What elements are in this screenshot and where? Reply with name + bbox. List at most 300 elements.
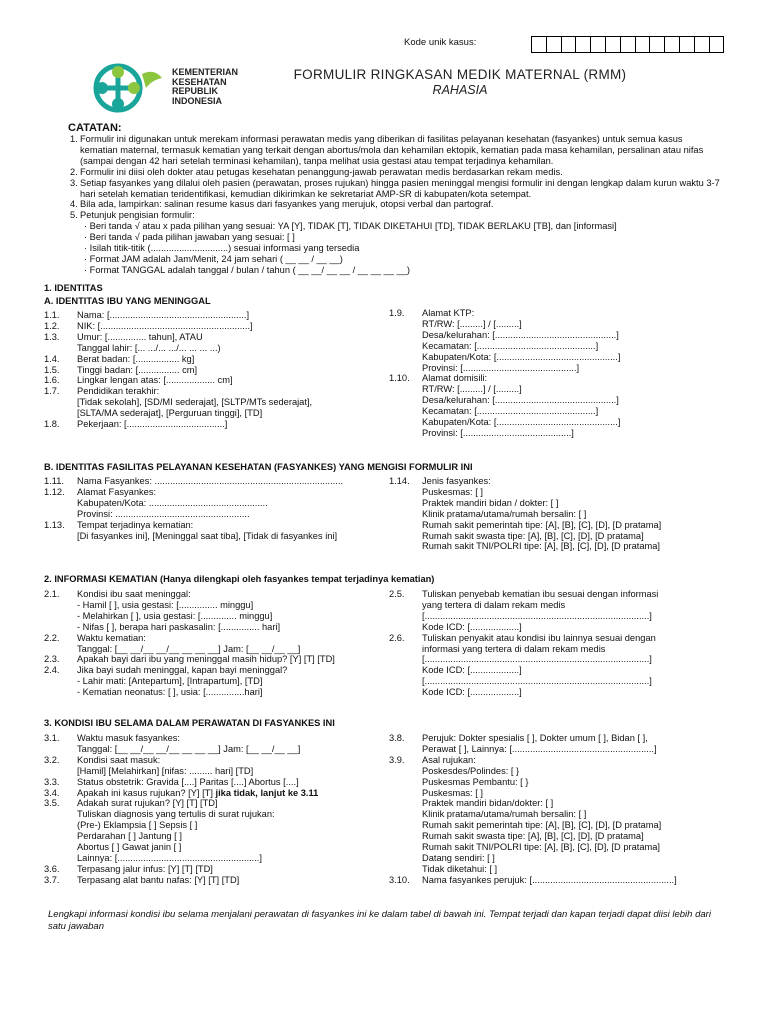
form-field-row — [44, 365, 384, 376]
note-item — [70, 210, 720, 221]
kode-unik-box[interactable] — [547, 36, 562, 53]
form-field-row — [389, 755, 734, 766]
field-text[interactable]: Kode ICD: [...................] — [422, 621, 522, 632]
form-field-row — [44, 809, 389, 820]
note-number: 1. — [70, 134, 78, 144]
field-number: 2.6. — [389, 632, 405, 643]
kode-unik-box[interactable] — [665, 36, 680, 53]
field-text[interactable]: Berat badan: [................. kg] — [77, 353, 195, 364]
note-text: Formulir ini diisi oleh dokter atau petugas kesehatan penanggung-jawab perawatan medis berdasarkan rekam medis. — [80, 166, 563, 177]
form-field-row — [389, 531, 729, 542]
field-text[interactable]: Puskesmas: [ ] — [422, 486, 483, 497]
kode-unik-box[interactable] — [710, 36, 725, 53]
field-text[interactable]: - Kematian neonatus: [ ], usia: [...............hari] — [77, 687, 263, 698]
field-number — [389, 622, 422, 633]
section-1-right — [389, 308, 729, 439]
section-2-heading: 2. INFORMASI KEMATIAN (Hanya dilengkapi oleh fasyankes tempat terjadinya kematian) — [44, 574, 435, 584]
field-number — [389, 842, 422, 853]
field-number — [389, 777, 422, 788]
form-field-row — [44, 777, 389, 788]
catatan-list — [70, 134, 720, 276]
field-text[interactable]: Rumah sakit TNI/POLRI tipe: [A], [B], [C], [D], [D pratama] — [422, 842, 661, 853]
field-number — [389, 864, 422, 875]
form-field-row — [44, 498, 389, 509]
field-number: 3.7. — [44, 874, 60, 885]
field-text[interactable]: Kondisi saat masuk: — [77, 754, 161, 765]
note-item — [70, 178, 720, 200]
form-field-row — [44, 419, 384, 430]
field-number: 3.4. — [44, 787, 60, 798]
field-number — [44, 397, 77, 408]
field-number — [389, 831, 422, 842]
petunjuk-item: · Format TANGGAL adalah tanggal / bulan / tahun ( __ __/ __ __ / __ __ __ __) — [84, 264, 410, 275]
form-field-row — [44, 332, 384, 343]
field-text[interactable]: Terpasang alat bantu nafas: [Y] [T] [TD] — [77, 874, 240, 885]
petunjuk-item: · Isilah titik-titik (..............................) sesuai informasi yang tersedia — [84, 243, 360, 254]
form-field-row — [389, 875, 734, 886]
field-text[interactable]: Adakah surat rujukan? [Y] [T] [TD] — [77, 798, 218, 809]
form-field-row — [389, 498, 729, 509]
field-text[interactable]: [.......................................................................................] — [422, 654, 652, 665]
form-field-row — [44, 788, 389, 799]
field-text[interactable]: Terpasang jalur infus: [Y] [T] [TD] — [77, 863, 213, 874]
note-number: 3. — [70, 177, 78, 188]
form-field-row — [389, 788, 734, 799]
field-number — [44, 498, 77, 509]
form-field-row — [389, 428, 729, 439]
kode-unik-box[interactable] — [650, 36, 665, 53]
form-field-row — [389, 676, 729, 687]
field-text[interactable]: Rumah sakit swasta tipe: [A], [B], [C], [D], [D pratama] — [422, 831, 644, 842]
field-text[interactable]: Praktek mandiri bidan/dokter: [ ] — [422, 798, 554, 809]
field-number — [389, 809, 422, 820]
field-text[interactable]: Klinik pratama/utama/rumah bersalin: [ ] — [422, 508, 587, 519]
note-item — [70, 199, 720, 210]
field-text[interactable]: Klinik pratama/utama/rumah bersalin: [ ] — [422, 809, 587, 820]
form-field-row — [44, 875, 389, 886]
note-number: 5. — [70, 210, 78, 221]
form-field-row — [44, 520, 389, 531]
form-field-row — [389, 589, 729, 600]
field-number — [389, 654, 422, 665]
section-b-right — [389, 476, 729, 552]
field-text[interactable]: Datang sendiri: [ ] — [422, 852, 495, 863]
section-2-left — [44, 589, 389, 698]
kode-unik-box[interactable] — [606, 36, 621, 53]
field-text[interactable]: Nama fasyankes perujuk: [.......................................................] — [422, 874, 677, 885]
form-field-row — [44, 755, 389, 766]
field-text[interactable]: Tanggal: [__ __/__ __/__ __ __ __] Jam: [__ __/__ __] — [77, 743, 301, 754]
field-text[interactable]: Status obstetrik: Gravida [....] Paritas [....] Abortus [....] — [77, 776, 299, 787]
section-2-right — [389, 589, 729, 698]
form-field-row — [389, 476, 729, 487]
logo-line: KESEHATAN — [172, 76, 227, 87]
form-field-row — [44, 842, 389, 853]
field-number — [389, 766, 422, 777]
form-field-row — [389, 744, 734, 755]
field-number — [44, 644, 77, 655]
field-text[interactable]: [.......................................................................................] — [422, 676, 652, 687]
field-number: 2.5. — [389, 589, 405, 599]
form-field-row — [389, 809, 734, 820]
field-number — [389, 363, 422, 374]
field-text[interactable]: Apakah bayi dari ibu yang meninggal masih hidup? [Y] [T] [TD] — [77, 654, 335, 665]
form-field-row — [44, 665, 389, 676]
form-field-row — [389, 622, 729, 633]
petunjuk-item: · Beri tanda √ pada pilihan jawaban yang sesuai: [ ] — [84, 232, 295, 243]
field-text[interactable]: Rumah sakit TNI/POLRI tipe: [A], [B], [C], [D], [D pratama] — [422, 541, 661, 552]
form-field-row — [44, 531, 389, 542]
field-number — [389, 788, 422, 799]
form-field-row — [389, 384, 729, 395]
field-text[interactable]: Kecamatan: [..............................................] — [422, 406, 599, 417]
form-field-row — [389, 831, 734, 842]
form-field-row — [389, 487, 729, 498]
form-field-row — [44, 343, 384, 354]
form-field-row — [44, 476, 389, 487]
field-number: 3.1. — [44, 733, 60, 743]
field-number — [389, 744, 422, 755]
field-text[interactable]: Kabupaten/Kota: .............................................. — [77, 497, 268, 508]
field-text[interactable]: Abortus [ ] Gawat janin [ ] — [77, 842, 182, 853]
field-number: 1.3. — [44, 331, 60, 342]
form-field-row — [44, 397, 384, 408]
form-field-row — [44, 622, 389, 633]
form-field-row — [389, 308, 729, 319]
field-number: 1.12. — [44, 486, 65, 497]
form-field-row — [44, 487, 389, 498]
field-text[interactable]: - Nifas [ ], berapa hari paskasalin: [............... hari] — [77, 621, 281, 632]
field-text[interactable]: Tinggi badan: [................ cm] — [77, 364, 198, 375]
field-text[interactable]: - Lahir mati: [Antepartum], [Intrapartum], [TD] — [77, 676, 263, 687]
field-number — [44, 408, 77, 419]
form-field-row — [389, 520, 729, 531]
form-field-row — [389, 417, 729, 428]
field-text[interactable]: Perdarahan [ ] Jantung [ ] — [77, 831, 182, 842]
logo-text — [172, 68, 238, 107]
form-field-row — [44, 853, 389, 864]
field-text[interactable]: Kabupaten/Kota: [...............................................] — [422, 351, 621, 362]
field-number — [44, 343, 77, 354]
field-number — [44, 809, 77, 820]
field-number — [389, 820, 422, 831]
form-field-row — [44, 744, 389, 755]
form-field-row — [389, 644, 729, 655]
form-field-row — [389, 687, 729, 698]
form-field-row — [389, 820, 734, 831]
field-text[interactable]: Alamat domisili: — [422, 373, 488, 384]
form-field-row — [389, 665, 729, 676]
field-text[interactable]: Lainnya: [.......................................................] — [77, 852, 262, 863]
kode-unik-box[interactable] — [636, 36, 651, 53]
field-number — [389, 417, 422, 428]
field-number — [389, 644, 422, 655]
field-number — [44, 831, 77, 842]
field-text[interactable]: Lingkar lengan atas: [................... cm] — [77, 375, 233, 386]
field-text[interactable]: Kode ICD: [...................] — [422, 687, 522, 698]
field-text[interactable]: [Hamil] [Melahirkan] [nifas: ......... hari] [TD] — [77, 765, 254, 776]
field-number: 1.13. — [44, 519, 65, 530]
field-text[interactable]: Desa/kelurahan: [...............................................] — [422, 395, 619, 406]
form-field-row — [44, 589, 389, 600]
field-number — [44, 509, 77, 520]
field-number — [389, 341, 422, 352]
field-number — [44, 611, 77, 622]
field-text[interactable]: Kode ICD: [...................] — [422, 665, 522, 676]
field-text[interactable]: Asal rujukan: — [422, 754, 476, 765]
form-field-row — [389, 406, 729, 417]
field-number — [389, 498, 422, 509]
field-text[interactable]: Tidak diketahui: [ ] — [422, 863, 498, 874]
field-number — [389, 611, 422, 622]
field-number: 1.6. — [44, 375, 60, 386]
kode-unik-box[interactable] — [576, 36, 591, 53]
note-text: Bila ada, lampirkan: salinan resume kasus dari fasyankes yang merujuk, otopsi verbal dan partograf. — [80, 199, 494, 210]
section-1-left — [44, 310, 384, 430]
form-field-row — [44, 864, 389, 875]
form-title: FORMULIR RINGKASAN MEDIK MATERNAL (RMM) — [293, 67, 627, 82]
note-number: 4. — [70, 199, 78, 210]
field-number — [389, 520, 422, 531]
field-text[interactable]: Tuliskan penyebab kematian ibu sesuai dengan informasi — [422, 589, 659, 599]
field-text[interactable]: Apakah ini kasus rujukan? [Y] [T] jika tidak, lanjut ke 3.11 — [77, 787, 319, 798]
field-number — [389, 687, 422, 698]
field-text[interactable]: Perujuk: Dokter spesialis [ ], Dokter umum [ ], Bidan [ ], — [422, 733, 648, 743]
form-field-row — [389, 611, 729, 622]
field-number: 3.2. — [44, 754, 60, 765]
section-3-left — [44, 733, 389, 886]
kode-unik-boxes[interactable] — [531, 36, 724, 53]
field-number — [389, 853, 422, 864]
field-text[interactable]: Pekerjaan: [......................................] — [77, 419, 228, 430]
field-text[interactable]: Pendidikan terakhir: — [77, 386, 160, 397]
field-text[interactable]: Umur: [............... tahun], ATAU — [77, 331, 203, 342]
field-text[interactable]: [SLTA/MA sederajat], [Perguruan tinggi], [TD] — [77, 408, 263, 419]
form-field-row — [44, 611, 389, 622]
form-field-row — [44, 687, 389, 698]
form-field-row — [389, 798, 734, 809]
field-text[interactable]: Alamat KTP: — [422, 308, 475, 318]
field-number — [389, 330, 422, 341]
field-text[interactable]: Rumah sakit swasta tipe: [A], [B], [C], [D], [D pratama] — [422, 530, 644, 541]
form-field-row — [44, 831, 389, 842]
section-3-heading: 3. KONDISI IBU SELAMA DALAM PERAWATAN DI FASYANKES INI — [44, 718, 335, 728]
field-text[interactable]: Puskesmas Pembantu: [ } — [422, 776, 529, 787]
field-text[interactable]: NIK: [..........................................................] — [77, 320, 253, 331]
field-text[interactable]: Poskesdes/Polindes: [ } — [422, 765, 520, 776]
form-field-row — [389, 363, 729, 374]
note-text: Setiap fasyankes yang dilalui oleh pasien (perawatan, proses rujukan) hingga pasien meninggal mengisi formulir ini dengan lengkap dalam kurun waktu 3-7 hari setelah kematian teridentifikasi, kemudian dikirimkan ke sekretariat AMP-SR di kabupaten/kota setempat. — [80, 177, 720, 199]
form-field-row — [389, 777, 734, 788]
field-number — [389, 487, 422, 498]
field-number — [44, 600, 77, 611]
section-b-left — [44, 476, 389, 541]
field-text[interactable]: [Di fasyankes ini], [Meninggal saat tiba], [Tidak di fasyankes ini] — [77, 530, 338, 541]
form-field-row — [44, 321, 384, 332]
logo-line: REPUBLIK — [172, 86, 219, 97]
field-number: 3.8. — [389, 733, 405, 743]
field-text[interactable]: Tanggal: [__ __/__ __/__ __ __ __] Jam: [__ __/__ __] — [77, 643, 301, 654]
field-text[interactable]: Provinsi: .................................................... — [77, 508, 250, 519]
field-text[interactable]: Perawat [ ], Lainnya: [.......................................................] — [422, 743, 657, 754]
catatan-heading: CATATAN: — [68, 122, 122, 134]
field-text[interactable]: Jenis fasyankes: — [422, 476, 491, 486]
field-text[interactable]: Kecamatan: [..............................................] — [422, 340, 599, 351]
note-item — [70, 167, 720, 178]
form-field-row — [44, 386, 384, 397]
section-1a-heading: A. IDENTITAS IBU YANG MENINGGAL — [44, 296, 211, 306]
field-text[interactable]: Tempat terjadinya kematian: — [77, 519, 194, 530]
field-number — [389, 676, 422, 687]
petunjuk-item: · Format JAM adalah Jam/Menit, 24 jam sehari ( __ __ / __ __) — [84, 253, 343, 264]
form-field-row — [44, 633, 389, 644]
form-field-row — [389, 600, 729, 611]
note-number: 2. — [70, 166, 78, 177]
field-number — [389, 531, 422, 542]
section-1-heading: 1. IDENTITAS — [44, 283, 103, 293]
field-text[interactable]: Kondisi ibu saat meninggal: — [77, 589, 191, 599]
field-text[interactable]: Jika bayi sudah meninggal, kapan bayi meninggal? — [77, 665, 288, 676]
form-field-row — [44, 820, 389, 831]
form-field-row — [389, 509, 729, 520]
field-number — [389, 541, 422, 552]
form-field-row — [44, 798, 389, 809]
form-field-row — [389, 330, 729, 341]
form-field-row — [389, 842, 734, 853]
kode-unik-box[interactable] — [680, 36, 695, 53]
field-text[interactable]: Tanggal lahir: [... .../... .../... ... ... ...) — [77, 342, 221, 353]
form-field-row — [44, 310, 384, 321]
form-field-row — [44, 733, 389, 744]
field-text[interactable]: (Pre-) Eklampsia [ ] Sepsis [ ] — [77, 820, 198, 831]
field-text[interactable]: RT/RW: [.........] / [.........] — [422, 318, 522, 329]
field-text[interactable]: Tuliskan diagnosis yang tertulis di surat rujukan: — [77, 809, 275, 820]
field-number — [389, 798, 422, 809]
footer-note: Lengkapi informasi kondisi ibu selama menjalani perawatan di fasyankes ini ke dalam tabel di bawah ini. Tempat terjadi dan kapan terjadi dapat diisi lebih dari satu jawaban — [48, 909, 711, 932]
field-number: 2.3. — [44, 654, 60, 665]
field-number — [389, 384, 422, 395]
form-field-row — [389, 373, 729, 384]
form-field-row — [44, 509, 389, 520]
kode-unik-box[interactable] — [621, 36, 636, 53]
field-text[interactable]: [Tidak sekolah], [SD/MI sederajat], [SLTP/MTs sederajat], — [77, 397, 313, 408]
form-field-row — [389, 654, 729, 665]
field-number — [44, 853, 77, 864]
field-text[interactable]: Waktu masuk fasyankes: — [77, 733, 180, 743]
kode-unik-box[interactable] — [532, 36, 547, 53]
field-text[interactable]: Alamat Fasyankes: — [77, 486, 157, 497]
field-number: 1.8. — [44, 419, 60, 430]
logo-line: KEMENTERIAN — [172, 67, 239, 77]
note-text: Formulir ini digunakan untuk merekam informasi perawatan medis yang diberikan di fasilitas pelayanan kesehatan (fasyankes) untuk semua kasus kematian maternal, termasuk kematian yang terkait dengan abortus/mola dan kehamilan ektopik, kematian pada masa kehamilan, persalinan atau nifas (sampai dengan 42 hari setelah terminasi kehamilan), tanpa melihat usia gestasi atau tempat terjadinya kehamilan. — [80, 134, 704, 166]
form-field-row — [389, 864, 734, 875]
note-text: Petunjuk pengisian formulir: — [80, 210, 195, 221]
field-number — [44, 842, 77, 853]
kode-unik-box[interactable] — [591, 36, 606, 53]
field-number: 2.2. — [44, 632, 60, 643]
form-subtitle: RAHASIA — [432, 83, 488, 97]
form-field-row — [389, 319, 729, 330]
form-field-row — [389, 352, 729, 363]
note-item — [70, 134, 720, 167]
field-text[interactable]: Puskesmas: [ ] — [422, 787, 483, 798]
field-text[interactable]: Tuliskan penyakit atau kondisi ibu lainnya sesuai dengan — [422, 632, 656, 643]
field-text[interactable]: [.......................................................................................] — [422, 610, 652, 621]
form-field-row — [389, 853, 734, 864]
form-field-row — [389, 633, 729, 644]
field-number — [44, 676, 77, 687]
field-number — [389, 428, 422, 439]
field-text[interactable]: yang tertera di dalam rekam medis — [422, 599, 566, 610]
logo-line: INDONESIA — [172, 96, 223, 107]
kode-unik-label: Kode unik kasus: — [404, 37, 477, 48]
field-text[interactable]: Waktu kematian: — [77, 632, 146, 643]
field-number: 1.2. — [44, 320, 60, 331]
section-b-heading: B. IDENTITAS FASILITAS PELAYANAN KESEHATAN (FASYANKES) YANG MENGISI FORMULIR INI — [44, 462, 473, 472]
field-number — [44, 766, 77, 777]
kode-unik-box[interactable] — [695, 36, 710, 53]
field-text[interactable]: Kabupaten/Kota: [...............................................] — [422, 417, 621, 428]
field-number: 3.5. — [44, 798, 60, 809]
kemenkes-logo-icon — [90, 60, 170, 116]
field-number — [44, 744, 77, 755]
field-number: 1.9. — [389, 308, 405, 318]
field-text[interactable]: informasi yang tertera di dalam rekam medis — [422, 643, 606, 654]
field-text[interactable]: Desa/kelurahan: [...............................................] — [422, 329, 619, 340]
field-number — [44, 820, 77, 831]
field-text[interactable]: - Hamil [ ], usia gestasi: [............... minggu] — [77, 599, 254, 610]
section-3-right — [389, 733, 734, 886]
field-text[interactable]: Nama Fasyankes: ......................................................................... — [77, 476, 344, 486]
field-text[interactable]: - Melahirkan [ ], usia gestasi: [.............. minggu] — [77, 610, 273, 621]
form-field-row — [389, 541, 729, 552]
field-number: 1.1. — [44, 310, 60, 320]
field-text[interactable]: Provinsi: [............................................] — [422, 362, 580, 373]
form-field-row — [44, 600, 389, 611]
form-field-row — [389, 766, 734, 777]
field-number — [44, 622, 77, 633]
field-number: 1.5. — [44, 364, 60, 375]
field-number — [389, 319, 422, 330]
form-field-row — [44, 654, 389, 665]
form-field-row — [44, 408, 384, 419]
form-field-row — [44, 766, 389, 777]
field-text[interactable]: Praktek mandiri bidan / dokter: [ ] — [422, 497, 559, 508]
field-number — [389, 352, 422, 363]
field-number: 1.7. — [44, 386, 60, 397]
field-number: 3.6. — [44, 863, 60, 874]
field-text[interactable]: Rumah sakit pemerintah tipe: [A], [B], [C], [D], [D pratama] — [422, 519, 662, 530]
skip-instruction: jika tidak, lanjut ke 3.11 — [212, 787, 319, 798]
form-field-row — [389, 395, 729, 406]
field-number — [389, 665, 422, 676]
field-number — [389, 509, 422, 520]
field-number: 2.1. — [44, 589, 60, 599]
field-text[interactable]: Nama: [.....................................................] — [77, 310, 250, 320]
field-text[interactable]: RT/RW: [.........] / [.........] — [422, 384, 522, 395]
field-text[interactable]: Rumah sakit pemerintah tipe: [A], [B], [C], [D], [D pratama] — [422, 820, 662, 831]
field-text[interactable]: Provinsi: [..........................................] — [422, 427, 574, 438]
field-number: 3.9. — [389, 754, 405, 765]
field-number — [44, 687, 77, 698]
form-field-row — [44, 354, 384, 365]
field-number — [389, 395, 422, 406]
field-number: 1.11. — [44, 476, 64, 486]
form-field-row — [44, 644, 389, 655]
field-number — [389, 600, 422, 611]
kode-unik-box[interactable] — [562, 36, 577, 53]
field-number: 1.14. — [389, 476, 410, 486]
